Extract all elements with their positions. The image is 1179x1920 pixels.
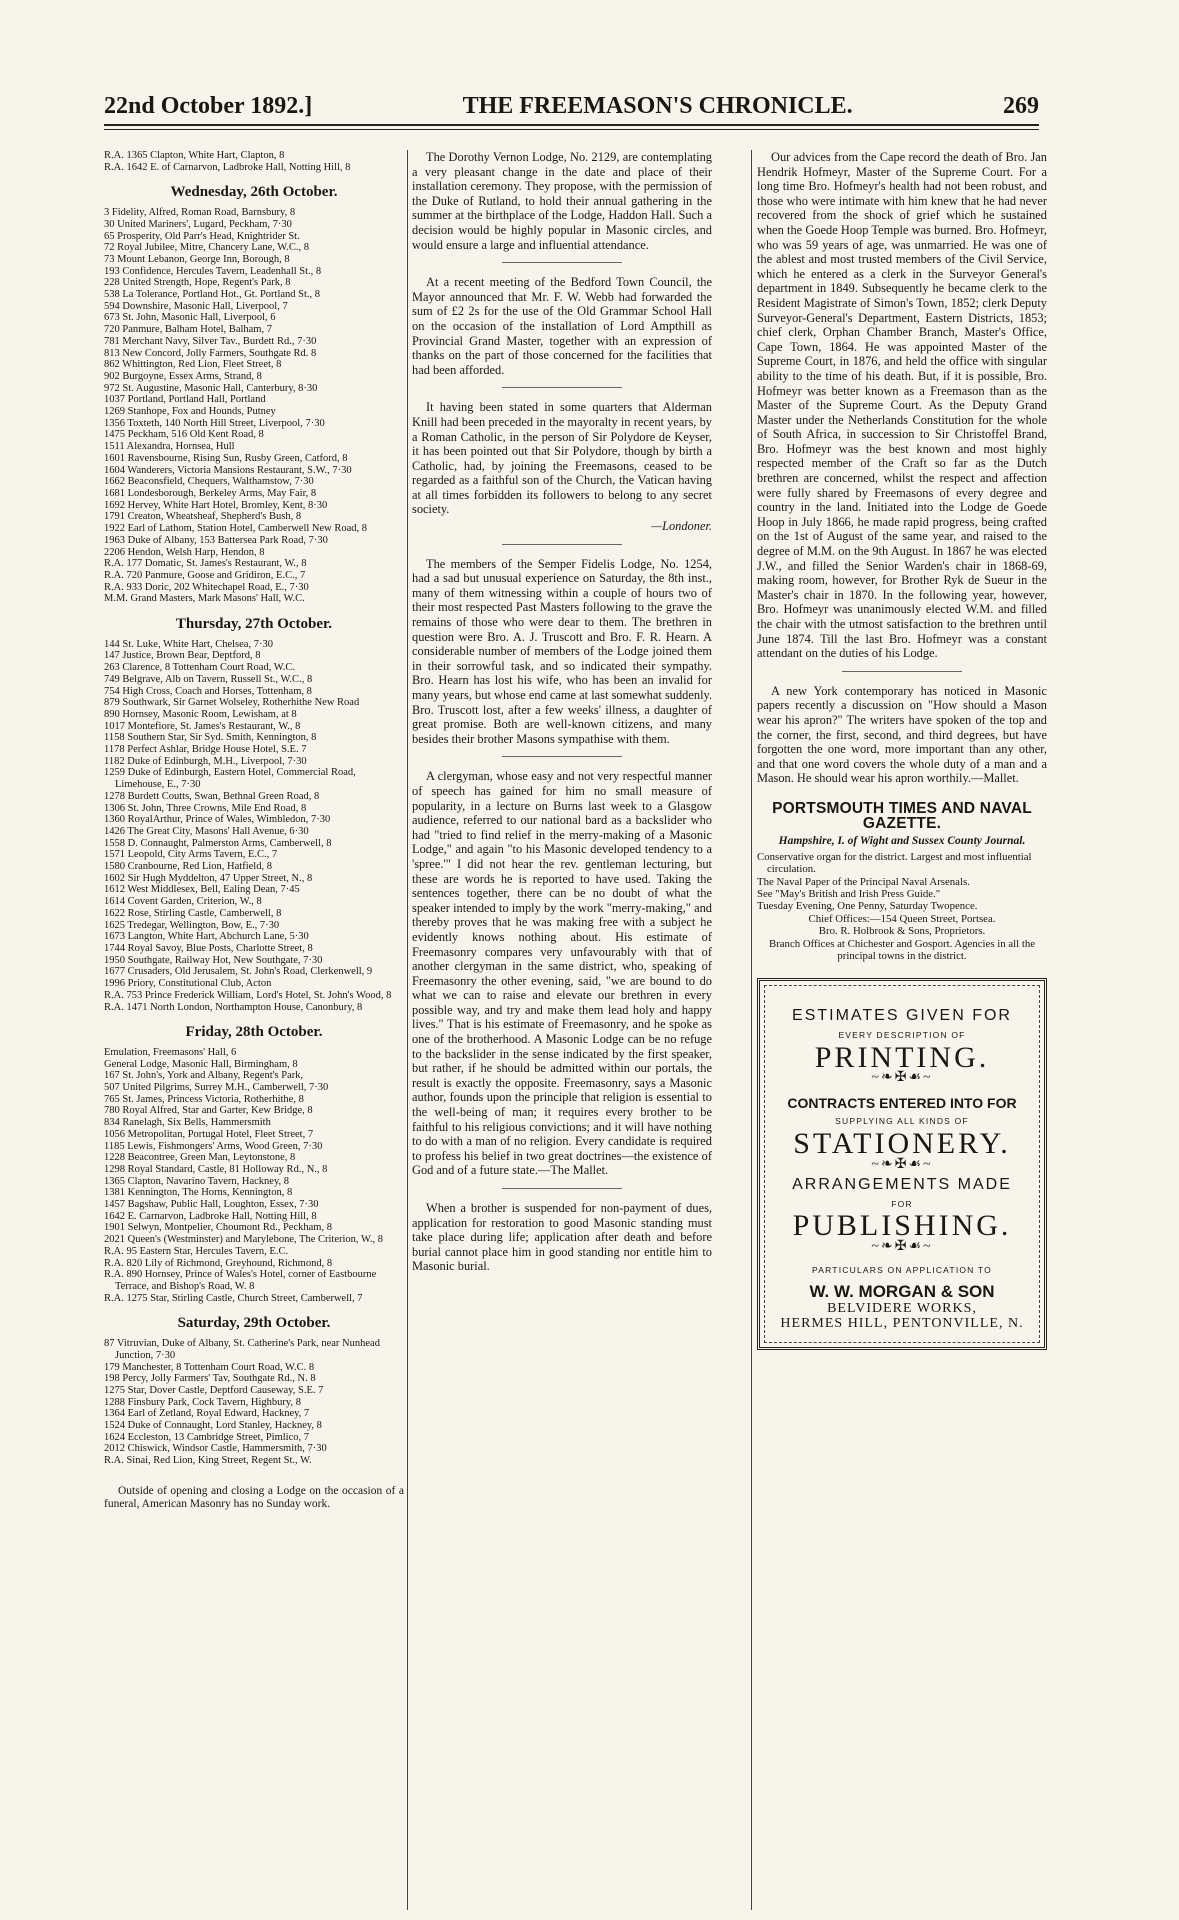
dorothy-vernon-paragraph: The Dorothy Vernon Lodge, No. 2129, are contemplating a very pleasant change in the date and place of their installation ceremony. They propose, with the permission of the Duke of Rutland, to hold their annual gathering in the summer at the birthplace of the Lodge, Haddon Hall. Such a decision would be highly popular in Masonic circles, and would ensure a large and influential attendance. — [412, 150, 712, 252]
lodge-entry: 87 Vitruvian, Duke of Albany, St. Catherine's Park, near Nunhead Junction, 7·30 — [104, 1338, 380, 1361]
semper-fidelis-paragraph: The members of the Semper Fidelis Lodge, No. 1254, had a sad but unusual experience on Saturday, the 8th inst., many of them witnessing within a couple of hours two of their most respected Past Masters following to the grave the remains of those who were dear to them. The brethren in question were Bro. A. J. Truscott and Bro. F. R. Hearn. A considerable number of members of the Lodge joined them in their sorrowful task, and so indicated their sympathy. Bro. Hearn has lost his wife, who has been an invalid for many years, but whose end came at last somewhat suddenly. Bro. Truscott lost, after a few weeks' illness, a daughter of great promise. Both are well-known citizens, and many besides their brother Masons sympathise with them. — [412, 556, 712, 746]
lodge-entry: 1356 Toxteth, 140 North Hill Street, Liverpool, 7·30 — [104, 417, 325, 429]
lodge-entry: 1475 Peckham, 516 Old Kent Road, 8 — [104, 429, 264, 441]
lodge-entry: 813 New Concord, Jolly Farmers, Southgate Rd. 8 — [104, 347, 317, 359]
lodge-entry: 2021 Queen's (Westminster) and Marylebone, The Criterion, W., 8 — [104, 1234, 384, 1246]
ad-for: FOR — [891, 1198, 913, 1209]
publication-title: THE FREEMASON'S CHRONICLE. — [462, 92, 853, 119]
lodge-entry: 1228 Beacontree, Green Man, Leytonstone, 8 — [104, 1152, 296, 1164]
lodge-entry: R.A. 720 Panmure, Goose and Gridiron, E.C., 7 — [104, 569, 306, 581]
lodge-entry: 749 Belgrave, Alb on Tavern, Russell St., W.C., 8 — [104, 673, 313, 685]
lodge-entry: 1922 Earl of Lathom, Station Hotel, Camberwell New Road, 8 — [104, 523, 368, 535]
ad-publishing: PUBLISHING. — [792, 1209, 1012, 1243]
ad-contracts: CONTRACTS ENTERED INTO FOR — [787, 1094, 1017, 1111]
separator — [842, 671, 962, 672]
lodge-entry: 1017 Montefiore, St. James's Restaurant, W., 8 — [104, 720, 301, 732]
separator — [502, 544, 622, 545]
column-divider-2 — [751, 150, 752, 1910]
lodge-entry: 179 Manchester, 8 Tottenham Court Road, W.C. 8 — [104, 1361, 315, 1373]
lodge-entry: 1288 Finsbury Park, Cock Tavern, Highbury, 8 — [104, 1396, 301, 1408]
gazette-subtitle: Hampshire, I. of Wight and Sussex County Journal. — [778, 835, 1026, 848]
lodge-entry: 754 High Cross, Coach and Horses, Tottenham, 8 — [104, 685, 312, 697]
page-header — [104, 92, 1039, 120]
londoner-signature: —Londoner. — [651, 519, 712, 534]
lodge-entry: 1381 Kennington, The Horns, Kennington, 8 — [104, 1187, 293, 1199]
intro-lodges — [104, 150, 404, 173]
lodge-entry: 1602 Sir Hugh Myddelton, 47 Upper Street, N., 8 — [104, 872, 313, 884]
lodge-entry: 720 Panmure, Balham Hotel, Balham, 7 — [104, 324, 272, 336]
page-number: 269 — [1003, 92, 1039, 119]
lodge-entry: 1298 Royal Standard, Castle, 81 Holloway Rd., N., 8 — [104, 1163, 328, 1175]
lodge-entry: 673 St. John, Masonic Hall, Liverpool, 6 — [104, 312, 276, 324]
lodge-entry: 1306 St. John, Three Crowns, Mile End Road, 8 — [104, 802, 307, 814]
suspended-brother-paragraph: When a brother is suspended for non-payment of dues, application for restoration to good Masonic standing must take place during life; application after death and before burial cannot place him in good standing nor entitle him to Masonic burial. — [412, 1201, 712, 1274]
header-rule-bottom — [104, 129, 1039, 130]
header-rule-top — [104, 124, 1039, 126]
lodge-entry: 1269 Stanhope, Fox and Hounds, Putney — [104, 406, 276, 418]
ad-company-name: W. W. MORGAN & SON — [809, 1282, 995, 1302]
printing-advert — [757, 978, 1047, 1350]
apron-paragraph: A new York contemporary has noticed in Masonic papers recently a discussion on "How should a Mason wear his apron?" The writers have spoken of the top and the corner, the first, second, and third degrees, but have forgotten the one word, more important than any other, and that one word covers the whole duty of a man and a Mason. He should wear his apron worthily.—Mallet. — [757, 683, 1047, 786]
portsmouth-gazette-advert — [757, 799, 1047, 962]
lodge-entry: 1580 Cranbourne, Red Lion, Hatfield, 8 — [104, 861, 272, 873]
friday-heading: Friday, 28th October. — [185, 1024, 323, 1041]
lodge-entry: 1791 Creaton, Wheatsheaf, Shepherd's Bush, 8 — [104, 511, 302, 523]
gazette-branches: Branch Offices at Chichester and Gosport. Agencies in all the principal towns in the district. — [768, 937, 1036, 962]
lodge-entry: 781 Merchant Navy, Silver Tav., Burdett Rd., 7·30 — [104, 335, 317, 347]
lodge-entry: 1677 Crusaders, Old Jerusalem, St. John's Road, Clerkenwell, 9 — [104, 966, 373, 978]
lodge-entry: 972 St. Augustine, Masonic Hall, Canterbury, 8·30 — [104, 382, 318, 394]
lodge-entry: 73 Mount Lebanon, George Inn, Borough, 8 — [104, 253, 290, 265]
ad-supplying: SUPPLYING ALL KINDS OF — [835, 1116, 969, 1127]
lodge-entry: R.A. 1471 North London, Northampton House, Canonbury, 8 — [104, 1001, 363, 1013]
news-column-3 — [757, 150, 1047, 1350]
ad-arrangements: ARRANGEMENTS MADE — [792, 1176, 1012, 1194]
lodge-entry: 1158 Southern Star, Sir Syd. Smith, Kennington, 8 — [104, 732, 317, 744]
lodge-entry: 1673 Langton, White Hart, Abchurch Lane, 5·30 — [104, 931, 309, 943]
lodge-entry: 1524 Duke of Connaught, Lord Stanley, Hackney, 8 — [104, 1420, 322, 1432]
bedford-council-paragraph: At a recent meeting of the Bedford Town Council, the Mayor announced that Mr. F. W. Webb had forwarded the sum of £2 2s for the use of the Old Grammar School Hall on the occasion of the installation of Lord Ampthill as Provincial Grand Master, together with an expression of thanks on the part of those concerned for the facilities that had been afforded. — [412, 275, 712, 377]
ad-estimates: ESTIMATES GIVEN FOR — [792, 1007, 1012, 1025]
lodge-entry: 1604 Wanderers, Victoria Mansions Restaurant, S.W., 7·30 — [104, 464, 352, 476]
lodge-entry: 1364 Earl of Zetland, Royal Edward, Hackney, 7 — [104, 1408, 310, 1420]
lodge-entry: 263 Clarence, 8 Tottenham Court Road, W.C. — [104, 662, 295, 674]
lodge-entry: 72 Royal Jubilee, Mitre, Chancery Lane, W.C., 8 — [104, 242, 310, 254]
lodge-entry: 780 Royal Alfred, Star and Garter, Kew Bridge, 8 — [104, 1105, 313, 1117]
separator — [502, 387, 622, 388]
lodge-entry: R.A. 1275 Star, Stirling Castle, Church Street, Camberwell, 7 — [104, 1292, 363, 1304]
alderman-knill-paragraph: It having been stated in some quarters that Alderman Knill had been preceded in the mayoralty in recent years, by a Roman Catholic, in the person of Sir Polydore de Keyser, it has been pointed out that Sir Polydore, though by birth a Catholic, had, by joining the Freemasons, ceased to be regarded as a faithful son of the Church, the Vatican having at all times forbidden its followers to belong to any secret society. — [412, 400, 712, 517]
lodge-entry: 902 Burgoyne, Essex Arms, Strand, 8 — [104, 370, 262, 382]
lodge-entry: 1426 The Great City, Masons' Hall Avenue, 6·30 — [104, 825, 309, 837]
lodge-entry: 1901 Selwyn, Montpelier, Choumont Rd., Peckham, 8 — [104, 1222, 332, 1234]
lodge-entry: 1601 Ravensbourne, Rising Sun, Rusby Green, Catford, 8 — [104, 452, 348, 464]
ad-printing: PRINTING. — [814, 1040, 990, 1074]
thursday-heading: Thursday, 27th October. — [175, 616, 333, 633]
ad-particulars: PARTICULARS ON APPLICATION TO — [812, 1264, 992, 1275]
clergyman-burns-paragraph: A clergyman, whose easy and not very respectful manner of speech has gained for him no small measure of popularity, in a lecture on Burns last week to a Glasgow audience, referred to our national bard as a backslider who had "tried to find relief in the merry-making of a Masonic Lodge," and again "to his Masonic developed tendency to a 'spree.'" I did not hear the rev. gentleman lecturing, but these are words he is reported to have used. Taking the sentences together, there can be no doubt of what the speaker intended to imply by the work "merry-making," and thereby proves that he was making free with a subject he evidently knows nothing about. His estimate of Freemasonry compares very unfavourably with that of another clergyman in the same district, who, speaking of Freemasonry the other evening, said, "we are bound to do what we can to raise and elevate our brethren in every possible way, and try and make them lead holy and happy lives." That is his estimate of Freemasonry, and he spoke as one of the brotherhood. A Masonic Lodge can be no refuge to the backslider in the sense indicated by the first speaker, but rather, if he should be admitted within our portals, the result is exactly the opposite. Freemasonry, says a Masonic author, founds upon the principle that religion is essential to the well-being of man; it requires every brother to be faithful to his religious convictions; and it will have nothing to do with a man of no religion. Every candidate is required to profess his belief in two great doctrines—the existence of God and of a future state.—The Mallet. — [412, 769, 712, 1178]
lodge-entry: 144 St. Luke, White Hart, Chelsea, 7·30 — [104, 638, 273, 650]
lodge-entry: Emulation, Freemasons' Hall, 6 — [104, 1046, 237, 1058]
lodge-entry: 1963 Duke of Albany, 153 Battersea Park Road, 7·30 — [104, 534, 328, 546]
lodge-entry: 1259 Duke of Edinburgh, Eastern Hotel, Commercial Road, Limehouse, E., 7·30 — [104, 767, 356, 791]
sunday-work-note: Outside of opening and closing a Lodge on the occasion of a funeral, American Masonry has no Sunday work. — [104, 1484, 404, 1510]
lodge-entry: 1614 Covent Garden, Criterion, W., 8 — [104, 896, 262, 908]
lodge-entry: 538 La Tolerance, Portland Hot., Gt. Portland St., 8 — [104, 289, 321, 301]
lodge-entry: 890 Hornsey, Masonic Room, Lewisham, at 8 — [104, 708, 297, 720]
lodge-entry: General Lodge, Masonic Hall, Birmingham, 8 — [104, 1058, 298, 1070]
saturday-heading: Saturday, 29th October. — [177, 1315, 331, 1332]
lodge-entry: 1681 Londesborough, Berkeley Arms, May Fair, 8 — [104, 487, 317, 499]
lodge-entry: 198 Percy, Jolly Farmers' Tav, Southgate Rd., N. 8 — [104, 1373, 316, 1385]
lodge-entry: 30 United Mariners', Lugard, Peckham, 7·30 — [104, 218, 292, 230]
gazette-line: Tuesday Evening, One Penny, Saturday Twopence. — [757, 900, 978, 913]
issue-date: 22nd October 1892.] — [104, 92, 313, 119]
lodge-entry: 2012 Chiswick, Windsor Castle, Hammersmith, 7·30 — [104, 1443, 327, 1455]
lodge-entry: 193 Confidence, Hercules Tavern, Leadenhall St., 8 — [104, 265, 322, 277]
lodge-entry: 167 St. John's, York and Albany, Regent's Park, — [104, 1070, 304, 1082]
lodge-entry: 1275 Star, Dover Castle, Deptford Causeway, S.E. 7 — [104, 1384, 324, 1396]
lodge-entry: 1360 RoyalArthur, Prince of Wales, Wimbledon, 7·30 — [104, 814, 331, 826]
lodge-entry: 1457 Bagshaw, Public Hall, Loughton, Essex, 7·30 — [104, 1199, 319, 1211]
thursday-lodges — [104, 639, 404, 1014]
lodge-entry: 1056 Metropolitan, Portugal Hotel, Fleet Street, 7 — [104, 1128, 314, 1140]
lodge-entry: 765 St. James, Princess Victoria, Rotherhithe, 8 — [104, 1093, 304, 1105]
separator — [502, 756, 622, 757]
lodge-entry: R.A. 1642 E. of Carnarvon, Ladbroke Hall, Notting Hill, 8 — [104, 161, 351, 173]
lodge-entry: 65 Prosperity, Old Parr's Head, Knightrider St. — [104, 230, 300, 242]
lodge-entry: R.A. 890 Hornsey, Prince of Wales's Hotel, corner of Eastbourne Terrace, and Bishop's Road, W. 8 — [104, 1269, 377, 1292]
lodge-entry: 1178 Perfect Ashlar, Bridge House Hotel, S.E. 7 — [104, 744, 307, 756]
news-column-2 — [412, 150, 712, 1280]
friday-lodges — [104, 1047, 404, 1304]
lodge-entry: 2206 Hendon, Welsh Harp, Hendon, 8 — [104, 546, 265, 558]
ornament-icon: ~❧✠☙~ — [871, 1070, 933, 1086]
lodge-entry: 862 Whittington, Red Lion, Fleet Street, 8 — [104, 359, 282, 371]
ad-stationery: STATIONERY. — [793, 1126, 1011, 1160]
lodge-entry: R.A. Sinai, Red Lion, King Street, Regent St., W. — [104, 1455, 312, 1467]
ad-address: HERMES HILL, PENTONVILLE, N. — [780, 1316, 1024, 1332]
column-divider-1 — [407, 150, 408, 1910]
lodge-entry: 1950 Southgate, Railway Hot, New Southgate, 7·30 — [104, 954, 323, 966]
gazette-proprietors: Bro. R. Holbrook & Sons, Proprietors. — [818, 925, 986, 938]
lodge-entry: 1365 Clapton, Navarino Tavern, Hackney, 8 — [104, 1175, 290, 1187]
lodge-entry: R.A. 1365 Clapton, White Hart, Clapton, 8 — [104, 150, 285, 161]
gazette-line: Conservative organ for the district. Largest and most influential circulation. — [757, 850, 1032, 876]
lodge-entry: R.A. 95 Eastern Star, Hercules Tavern, E.C. — [104, 1245, 289, 1257]
separator — [502, 262, 622, 263]
lodge-meetings-column — [104, 150, 404, 1517]
saturday-lodges — [104, 1338, 404, 1467]
lodge-entry: 879 Southwark, Sir Garnet Wolseley, Rotherhithe New Road — [104, 697, 360, 709]
lodge-entry: 1037 Portland, Portland Hall, Portland — [104, 394, 266, 406]
lodge-entry: 1624 Eccleston, 13 Cambridge Street, Pimlico, 7 — [104, 1431, 310, 1443]
lodge-entry: 1612 West Middlesex, Bell, Ealing Dean, 7·45 — [104, 884, 300, 896]
gazette-line: See "May's British and Irish Press Guide." — [757, 887, 941, 900]
lodge-entry: 1182 Duke of Edinburgh, M.H., Liverpool, 7·30 — [104, 755, 307, 767]
lodge-entry: 1511 Alexandra, Hornsea, Hull — [104, 441, 235, 453]
lodge-entry: 3 Fidelity, Alfred, Roman Road, Barnsbury, 8 — [104, 207, 296, 219]
lodge-entry: 1662 Beaconsfield, Chequers, Walthamstow, 7·30 — [104, 476, 314, 488]
lodge-entry: R.A. 820 Lily of Richmond, Greyhound, Richmond, 8 — [104, 1257, 333, 1269]
ornament-icon: ~❧✠☙~ — [871, 1156, 933, 1172]
lodge-entry: 1558 D. Connaught, Palmerston Arms, Camberwell, 8 — [104, 837, 332, 849]
lodge-entry: 1278 Burdett Coutts, Swan, Bethnal Green Road, 8 — [104, 790, 320, 802]
lodge-entry: 1744 Royal Savoy, Blue Posts, Charlotte Street, 8 — [104, 943, 313, 954]
hofmeyr-obituary-paragraph: Our advices from the Cape record the death of Bro. Jan Hendrik Hofmeyr, Master of the Supreme Court. For a long time Bro. Hofmeyr's health had not been robust, and those who were intimate with him knew that he had never recovered from the shock of grief which he sustained when the Goede Hoop Temple was burned. Bro. Hofmeyr, who was 59 years of age, was unmarried. He was one of the ablest and most trusted members of the Civil Service, which he entered as a clerk in the Surveyor General's department in 1849. Subsequently he became clerk to the Resident Magistrate of Simon's Town, 1852; clerk Deputy Surveyor-General's Department, Eastern Districts, 1853; chief clerk, Orphan Chamber Branch, Master's Office, Cape Town, 1864. He was appointed Master of the Supreme Court, in 1876, and held the office with singular ability to the time of his death. But, if it is possible, Bro. Hofmeyr was better known as a Freemason than as the Master of the Supreme Court. As the Deputy Grand Master under the Netherlands Constitution for the whole of South Africa, in succession to Sir Christoffel Brand, Bro. Hofmeyr was the best known and most highly respected member of the Craft so far as the Dutch brethren are concerned, whilst the respect and affection were fully shared by Freemasons of every degree and country in the land. Initiated into the Lodge de Goede Hoop in July 1866, he made rapid progress, being crafted on the 1st of August of the same year, and raised to the degree of M.M. on the 9th August. In 1867 he was elected J.W., and filled the Senior Warden's chair in 1868-69, making room, however, for Brother Ryk de Sueur in the Master's chair in 1870. In the following year, however, Bro. Hofmeyr was unanimously elected W.M. and filled the chair with the utmost satisfaction to the brethren until June 1874. Till the last Bro. Hofmeyr was a constant attendant on the duties of his Lodge. — [757, 150, 1047, 661]
separator — [502, 1188, 622, 1189]
lodge-entry: 1996 Priory, Constitutional Club, Acton — [104, 978, 272, 990]
lodge-entry: R.A. 177 Domatic, St. James's Restaurant, W., 8 — [104, 558, 307, 570]
lodge-entry: 1692 Hervey, White Hart Hotel, Bromley, Kent, 8·30 — [104, 499, 328, 511]
lodge-entry: R.A. 753 Prince Frederick William, Lord's Hotel, St. John's Wood, 8 — [104, 989, 392, 1001]
wednesday-lodges — [104, 207, 404, 605]
lodge-entry: 507 United Pilgrims, Surrey M.H., Camberwell, 7·30 — [104, 1082, 329, 1094]
lodge-entry: M.M. Grand Masters, Mark Masons' Hall, W.C. — [104, 593, 305, 605]
ornament-icon: ~❧✠☙~ — [871, 1238, 933, 1254]
lodge-entry: 228 United Strength, Hope, Regent's Park, 8 — [104, 277, 291, 289]
lodge-entry: 1642 E. Carnarvon, Ladbroke Hall, Notting Hill, 8 — [104, 1210, 317, 1222]
gazette-offices: Chief Offices:—154 Queen Street, Portsea. — [808, 912, 996, 925]
gazette-title: PORTSMOUTH TIMES AND NAVAL GAZETTE. — [772, 799, 1032, 832]
lodge-entry: 594 Downshire, Masonic Hall, Liverpool, 7 — [104, 300, 288, 312]
lodge-entry: 1571 Leopold, City Arms Tavern, E.C., 7 — [104, 849, 278, 861]
gazette-line: The Naval Paper of the Principal Naval Arsenals. — [757, 875, 970, 888]
lodge-entry: 834 Ranelagh, Six Bells, Hammersmith — [104, 1117, 271, 1129]
wednesday-heading: Wednesday, 26th October. — [170, 184, 338, 201]
lodge-entry: 147 Justice, Brown Bear, Deptford, 8 — [104, 650, 261, 662]
lodge-entry: 1625 Tredegar, Wellington, Bow, E., 7·30 — [104, 919, 280, 931]
lodge-entry: 1622 Rose, Stirling Castle, Camberwell, 8 — [104, 907, 282, 919]
lodge-entry: 1185 Lewis, Fishmongers' Arms, Wood Green, 7·30 — [104, 1140, 323, 1152]
ad-every: EVERY DESCRIPTION OF — [838, 1029, 966, 1040]
ad-works: BELVIDERE WORKS, — [827, 1300, 977, 1316]
lodge-entry: R.A. 933 Doric, 202 Whitechapel Road, E., 7·30 — [104, 581, 309, 593]
